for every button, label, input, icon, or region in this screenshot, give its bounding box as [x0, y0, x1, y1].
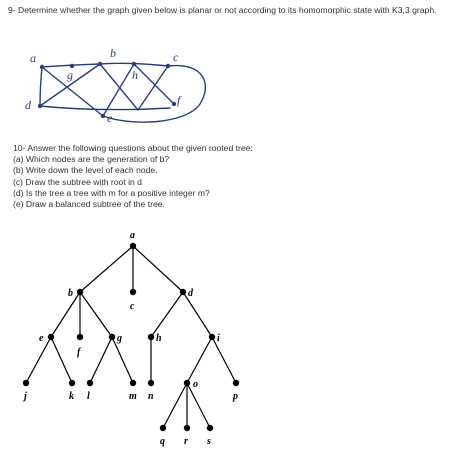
tree-node-j [23, 380, 29, 386]
tree-label-d: d [188, 288, 193, 299]
tree-label-k: k [69, 391, 74, 402]
question-10-item-a: (a) Which nodes are the generation of b? [13, 154, 170, 165]
tree-node-r [184, 425, 190, 431]
tree-node-q [160, 425, 166, 431]
graph-edge-bottom [40, 106, 170, 110]
tree-label-a: a [130, 230, 135, 241]
tree-node-c [130, 289, 136, 295]
tree-node-n [148, 380, 154, 386]
tree-node-k [69, 380, 75, 386]
question-10-text [13, 143, 463, 210]
question-10-item-c: (c) Draw the subtree with root in d [13, 176, 142, 187]
tree-label-l: l [87, 391, 90, 402]
tree-node-b [77, 289, 83, 295]
question-10-item-d: (d) Is the tree a tree with m for a positive integer m? [13, 187, 210, 198]
tree-label-e: e [39, 333, 44, 344]
tree-label-s: s [207, 436, 211, 447]
graph-label-g: g [67, 68, 73, 82]
tree-node-d [180, 289, 186, 295]
graph-vertex-c [166, 64, 170, 68]
graph-label-f: f [177, 93, 181, 107]
graph-edge-left [40, 67, 42, 106]
graph-edge-zig4 [103, 64, 134, 116]
graph-vertex-e [101, 114, 105, 118]
graph-vertex-b [98, 62, 102, 66]
tree-node-f [77, 334, 83, 340]
question-10-item-b: (b) Write down the level of each node. [13, 165, 158, 176]
tree-node-g [109, 334, 115, 340]
graph-vertex-a [40, 65, 44, 69]
tree-label-q: q [160, 436, 165, 447]
tree-label-g: g [117, 333, 122, 344]
tree-label-j: j [24, 391, 27, 402]
tree-node-a [130, 243, 136, 249]
tree-label-o: o [193, 379, 198, 390]
tree-label-p: p [233, 391, 238, 402]
question-10-item-e: (e) Draw a balanced subtree of the tree. [13, 199, 165, 210]
tree-label-b: b [68, 288, 73, 299]
tree-labels [22, 230, 238, 447]
tree-node-e [48, 334, 54, 340]
graph-vertex-f [172, 102, 176, 106]
tree-node-i [209, 334, 215, 340]
tree-label-c: c [130, 301, 135, 312]
graph-edge-top [42, 63, 168, 67]
graph-label-b: b [110, 46, 116, 60]
graph-vertex-h [132, 62, 136, 66]
graph-label-c: c [173, 50, 179, 64]
tree-label-n: n [148, 391, 154, 402]
tree-nodes [23, 243, 239, 431]
graph-label-h: h [132, 68, 138, 82]
tree-node-l [87, 380, 93, 386]
graph-label-a: a [30, 51, 36, 65]
graph-edge-loop [103, 66, 205, 123]
question-9-prompt: 9- Determine whether the graph given below is planar or not according to its homomorphic state with K3,3 graph. [8, 5, 437, 15]
question-10-intro: 10- Answer the following questions about the given rooted tree: [13, 143, 253, 153]
tree-label-i: i [217, 333, 220, 344]
tree-label-f: f [77, 347, 81, 358]
tree-node-o [184, 380, 190, 386]
tree-node-m [130, 380, 136, 386]
graph-label-e: e [107, 111, 113, 125]
tree-label-m: m [129, 391, 137, 402]
tree-node-h [148, 334, 154, 340]
tree-node-p [233, 380, 239, 386]
graph-label-d: d [25, 98, 31, 112]
graph-edge-zig6 [134, 64, 174, 104]
graph-vertex-d [38, 104, 42, 108]
tree-node-s [207, 425, 213, 431]
tree-label-h: h [156, 333, 162, 344]
tree-label-r: r [184, 436, 188, 447]
